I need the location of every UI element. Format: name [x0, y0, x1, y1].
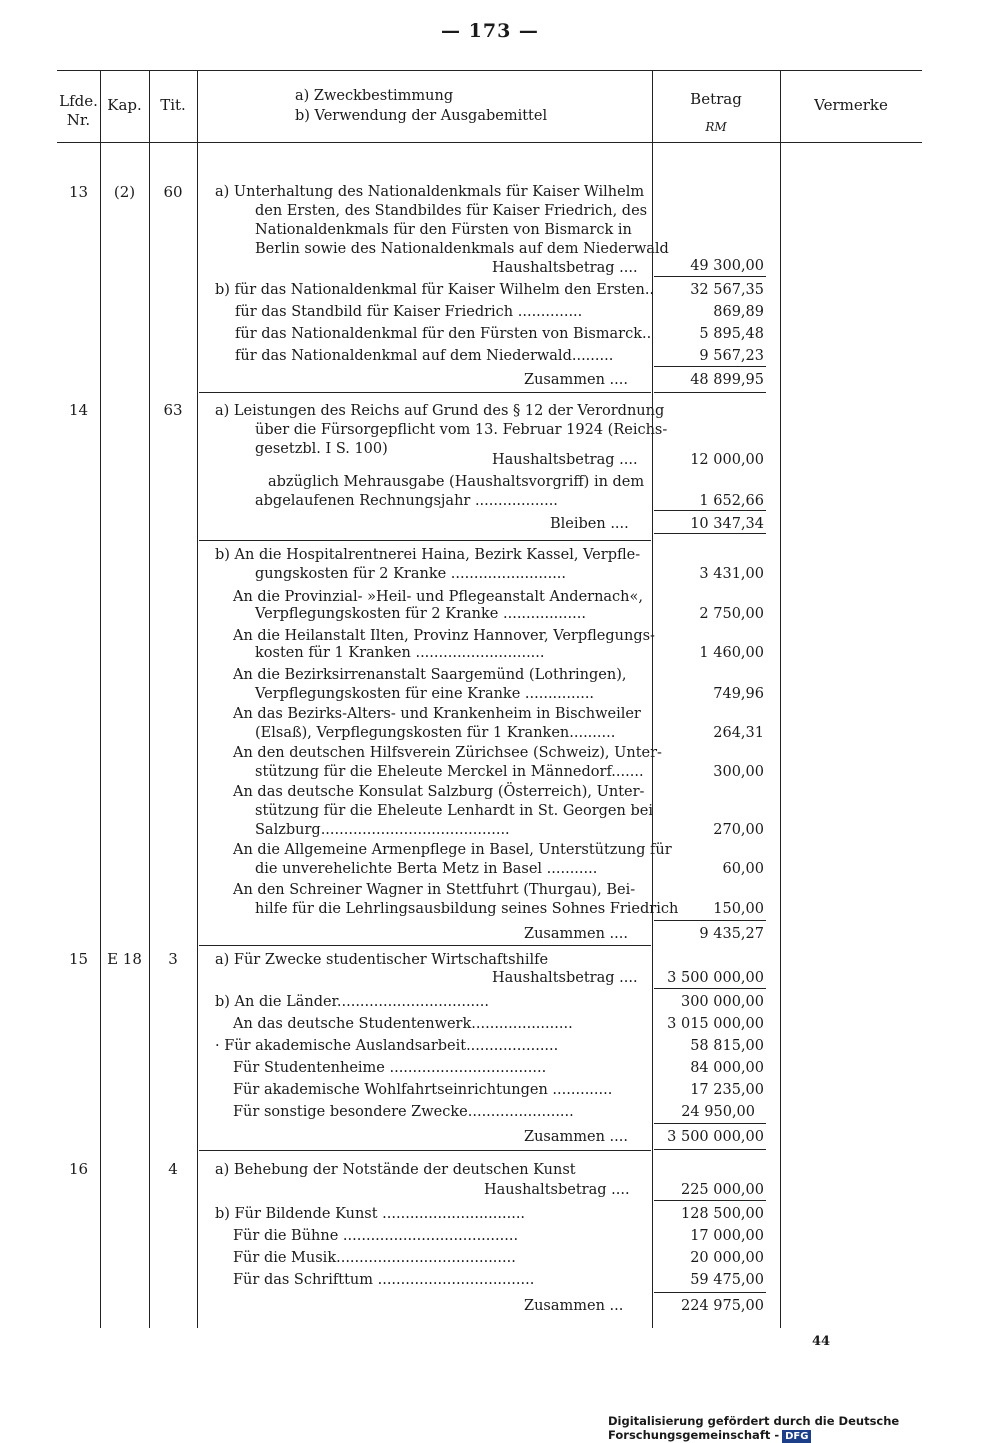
text-line: a) Für Zwecke studentischer Wirtschaftshilfe: [215, 952, 549, 968]
text-line: (Elsaß), Verpflegungskosten für 1 Kranken..........: [255, 725, 616, 741]
row-13-nr: 13: [68, 183, 89, 201]
text-line: Zusammen ....: [524, 926, 628, 942]
sum-rule: [654, 988, 766, 989]
amount: 12 000,00: [690, 452, 764, 468]
amount: 869,89: [713, 304, 764, 320]
amount: 58 815,00: [690, 1038, 764, 1054]
text-line: für das Nationaldenkmal auf dem Niederwald.........: [235, 348, 614, 364]
amount: 300,00: [713, 764, 764, 780]
text-line: den Ersten, des Standbildes für Kaiser Friedrich, des: [255, 203, 648, 219]
text-line: Haushaltsbetrag ....: [492, 260, 638, 276]
text-line: Salzburg.........................................: [255, 822, 510, 838]
signature-mark: 44: [812, 1334, 831, 1349]
text-line: An die Heilanstalt Ilten, Provinz Hannover, Verpflegungs-: [233, 628, 655, 644]
text-line: a) Leistungen des Reichs auf Grund des § 12 der Verordnung: [215, 403, 665, 419]
text-line: die unverehelichte Berta Metz in Basel ...........: [255, 861, 598, 877]
amount: 59 475,00: [690, 1272, 764, 1288]
amount: 3 431,00: [699, 566, 764, 582]
sum-rule: [654, 533, 766, 534]
row-16-nr: 16: [68, 1160, 89, 1178]
text-line: Bleiben ....: [550, 516, 629, 532]
footer-note: [608, 1414, 1000, 1443]
text-line: kosten für 1 Kranken ............................: [255, 645, 545, 661]
header-vermerke: Vermerke: [814, 96, 888, 114]
sum-rule: [654, 510, 766, 511]
text-line: Nationaldenkmals für den Fürsten von Bismarck in: [255, 222, 632, 238]
amount: 84 000,00: [690, 1060, 764, 1076]
text-line: An den deutschen Hilfsverein Zürichsee (Schweiz), Unter-: [233, 745, 662, 761]
text-line: Verpflegungskosten für 2 Kranke ..................: [255, 606, 586, 622]
text-line: gesetzbl. I S. 100): [255, 441, 388, 457]
group-rule: [199, 1150, 651, 1151]
row-15-tit: 3: [168, 950, 178, 968]
amount: 20 000,00: [690, 1250, 764, 1266]
text-line: b) für das Nationaldenkmal für Kaiser Wilhelm den Ersten..: [215, 282, 655, 298]
col-divider-5: [780, 70, 781, 1328]
group-rule: [199, 945, 651, 946]
sum-rule: [654, 1292, 766, 1293]
amount: 10 347,34: [690, 516, 764, 532]
text-line: · Für akademische Auslandsarbeit....................: [215, 1038, 559, 1054]
text-line: Für das Schrifttum ..................................: [233, 1272, 535, 1288]
group-rule: [199, 540, 651, 541]
sum-rule: [654, 276, 766, 277]
header-purpose-b: b) Verwendung der Ausgabemittel: [295, 108, 548, 124]
text-line: b) An die Hospitalrentnerei Haina, Bezirk Kassel, Verpfle-: [215, 547, 641, 563]
amount: 749,96: [713, 686, 764, 702]
row-14-tit: 63: [163, 401, 183, 419]
text-line: über die Fürsorgepflicht vom 13. Februar 1924 (Reichs-: [255, 422, 668, 438]
amount: 49 300,00: [690, 258, 764, 274]
text-line: gungskosten für 2 Kranke .........................: [255, 566, 567, 582]
amount: 9 567,23: [699, 348, 764, 364]
header-nr-label: Nr.: [66, 111, 91, 129]
amount: 1 460,00: [699, 645, 764, 661]
text-line: An das deutsche Konsulat Salzburg (Österreich), Unter-: [233, 784, 645, 800]
header-tit: Tit.: [160, 96, 186, 114]
text-line: Zusammen ...: [524, 1298, 624, 1314]
group-rule: [199, 392, 651, 393]
amount: 150,00: [713, 901, 764, 917]
sum-rule: [654, 1123, 766, 1124]
amount: 3 500 000,00: [667, 970, 764, 986]
footer-text: Digitalisierung gefördert durch die Deutsche Forschungsgemeinschaft -: [608, 1414, 900, 1442]
text-line: An den Schreiner Wagner in Stettfuhrt (Thurgau), Bei-: [233, 882, 636, 898]
text-line: b) Für Bildende Kunst ...............................: [215, 1206, 526, 1222]
amount: 60,00: [722, 861, 764, 877]
amount: 3 500 000,00: [667, 1129, 764, 1145]
sum-rule: [654, 392, 766, 393]
sum-rule: [654, 366, 766, 367]
row-15-nr: 15: [68, 950, 89, 968]
amount: 225 000,00: [680, 1182, 764, 1198]
text-line: Für die Bühne ......................................: [233, 1228, 519, 1244]
text-line: Verpflegungskosten für eine Kranke ...............: [255, 686, 595, 702]
text-line: stützung für die Eheleute Lenhardt in St. Georgen bei: [255, 803, 653, 819]
header-purpose-a: a) Zweckbestimmung: [295, 88, 454, 104]
header-lfde: [57, 92, 100, 130]
amount: 3 015 000,00: [667, 1016, 764, 1032]
sum-rule: [654, 1200, 766, 1201]
text-line: hilfe für die Lehrlingsausbildung seines Sohnes Friedrich: [255, 901, 679, 917]
col-divider-2: [149, 70, 150, 1328]
amount: 32 567,35: [690, 282, 764, 298]
text-line: a) Behebung der Notstände der deutschen Kunst: [215, 1162, 576, 1178]
text-line: für das Nationaldenkmal für den Fürsten von Bismarck..: [235, 326, 652, 342]
text-line: b) An die Länder.................................: [215, 994, 489, 1010]
amount: 128 500,00: [680, 1206, 764, 1222]
amount: 1 652,66: [699, 493, 764, 509]
sum-rule: [654, 1149, 766, 1150]
page-number: — 173 —: [441, 20, 539, 42]
header-unit: RM: [705, 120, 727, 134]
table-header-rule: [57, 142, 922, 143]
text-line: Haushaltsbetrag ....: [484, 1182, 630, 1198]
col-divider-3: [197, 70, 198, 1328]
header-kap: Kap.: [107, 96, 142, 114]
text-line: Zusammen ....: [524, 1129, 628, 1145]
text-line: An die Allgemeine Armenpflege in Basel, Unterstützung für: [233, 842, 672, 858]
sum-rule: [654, 920, 766, 921]
text-line: abgelaufenen Rechnungsjahr ..................: [255, 493, 558, 509]
text-line: für das Standbild für Kaiser Friedrich ..............: [235, 304, 583, 320]
amount: 24 950,00: [681, 1104, 755, 1120]
amount: 300 000,00: [680, 994, 764, 1010]
amount: 270,00: [713, 822, 764, 838]
amount: 9 435,27: [699, 926, 764, 942]
text-line: An das Bezirks-Alters- und Krankenheim in Bischweiler: [233, 706, 641, 722]
text-line: Für sonstige besondere Zwecke.......................: [233, 1104, 574, 1120]
amount: 48 899,95: [690, 372, 764, 388]
amount: 264,31: [713, 725, 764, 741]
row-13-kap: (2): [113, 183, 136, 201]
header-lfde-label: Lfde.: [59, 92, 98, 110]
dfg-logo-icon: DFG: [782, 1430, 811, 1443]
row-13-tit: 60: [163, 183, 183, 201]
amount: 2 750,00: [699, 606, 764, 622]
amount: 5 895,48: [699, 326, 764, 342]
text-line: Für akademische Wohlfahrtseinrichtungen .............: [233, 1082, 613, 1098]
text-line: Für die Musik.......................................: [233, 1250, 516, 1266]
text-line: Haushaltsbetrag ....: [492, 970, 638, 986]
table-top-rule: [57, 70, 922, 71]
col-divider-1: [100, 70, 101, 1328]
amount: 224 975,00: [680, 1298, 764, 1314]
text-line: An die Provinzial- »Heil- und Pflegeanstalt Andernach«,: [233, 589, 644, 605]
header-betrag: Betrag: [690, 90, 742, 108]
text-line: Für Studentenheime ..................................: [233, 1060, 547, 1076]
row-16-tit: 4: [168, 1160, 178, 1178]
text-line: Haushaltsbetrag ....: [492, 452, 638, 468]
text-line: stützung für die Eheleute Merckel in Männedorf.......: [255, 764, 644, 780]
row-14-nr: 14: [68, 401, 89, 419]
text-line: Zusammen ....: [524, 372, 628, 388]
text-line: An die Bezirksirrenanstalt Saargemünd (Lothringen),: [233, 667, 627, 683]
text-line: Berlin sowie des Nationaldenkmals auf dem Niederwald: [255, 241, 669, 257]
amount: 17 000,00: [690, 1228, 764, 1244]
text-line: An das deutsche Studentenwerk......................: [233, 1016, 573, 1032]
text-line: a) Unterhaltung des Nationaldenkmals für Kaiser Wilhelm: [215, 184, 645, 200]
amount: 17 235,00: [690, 1082, 764, 1098]
text-line: abzüglich Mehrausgabe (Haushaltsvorgriff) in dem: [268, 474, 645, 490]
row-15-kap: E 18: [107, 950, 142, 968]
